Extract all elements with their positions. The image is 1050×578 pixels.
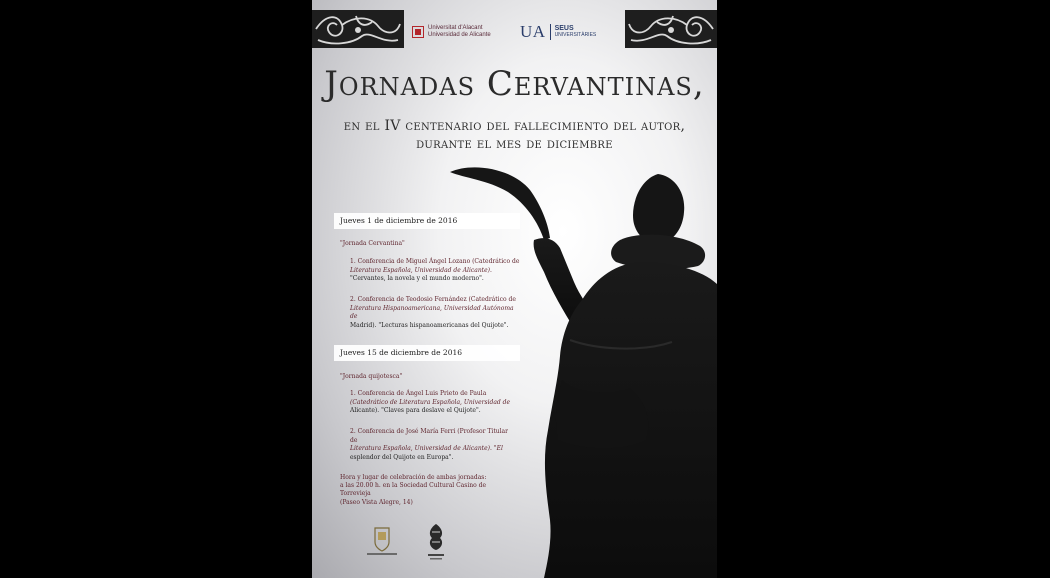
poster-title: Jornadas Cervantinas, xyxy=(324,64,705,104)
logo-left-line2: Universidad de Alicante xyxy=(428,32,491,38)
conference-3 xyxy=(350,390,512,416)
logo-right-line1: SEUS xyxy=(554,25,574,32)
poster-subtitle-line2: durante el mes de diciembre xyxy=(416,136,613,152)
conference-1 xyxy=(350,258,522,284)
town-crest-icon xyxy=(364,524,400,558)
conference-3-dept: (Catedrático de Literatura Española, Universidad de xyxy=(350,398,511,406)
conference-4-title: esplendor del Quijote en Europa". xyxy=(350,453,454,461)
poster xyxy=(312,0,717,578)
conference-1-title: "Cervantes, la novela y el mundo moderno". xyxy=(350,275,484,283)
date-band-day2: Jueves 15 de diciembre de 2016 xyxy=(334,345,520,361)
poster-subtitle-line1: en el IV centenario del fallecimiento del autor, xyxy=(343,118,686,134)
venue-line1: Hora y lugar de celebración de ambas jornadas: xyxy=(340,474,487,481)
conference-2-intro: 2. Conferencia de Teodosio Fernández (Catedrático de xyxy=(350,296,516,303)
conference-3-intro: 1. Conferencia de Ángel Luis Prieto de Paula xyxy=(350,390,487,397)
casino-crest-icon xyxy=(424,522,448,564)
conference-3-title: Alicante). "Claves para deslave el Quijote". xyxy=(350,407,481,415)
venue-line2: a las 20.00 h. en la Sociedad Cultural Casino de Torrevieja xyxy=(340,482,487,498)
date-band-day1: Jueves 1 de diciembre de 2016 xyxy=(334,213,520,229)
venue-info xyxy=(340,474,510,507)
conference-2-dept: Literatura Hispanoamericana, Universidad Autónoma de xyxy=(350,304,514,321)
conference-4-dept: Literatura Española, Universidad de Alicante). "El xyxy=(350,445,503,453)
conference-2-title: Madrid). "Lecturas hispanoamericanas del Quijote". xyxy=(350,321,509,329)
conference-1-intro: 1. Conferencia de Miguel Ángel Lozano (Catedrático de xyxy=(350,258,520,265)
ua-logo-text: UA xyxy=(520,22,546,41)
jornada-day2: "Jornada quijotesca" xyxy=(340,373,403,380)
logo-left-line1: Universitat d'Alacant xyxy=(428,25,483,31)
conference-4 xyxy=(350,428,512,462)
conference-1-dept: Literatura Española, Universidad de Alicante). xyxy=(350,266,492,274)
logo-right-line2: UNIVERSITÀRIES xyxy=(554,32,597,38)
conference-4-intro: 2. Conferencia de José María Ferri (Profesor Titular de xyxy=(350,428,508,444)
jornada-day1: "Jornada Cervantina" xyxy=(340,240,405,247)
conference-2 xyxy=(350,296,522,330)
venue-line3: (Paseo Vista Alegre, 14) xyxy=(340,498,413,506)
